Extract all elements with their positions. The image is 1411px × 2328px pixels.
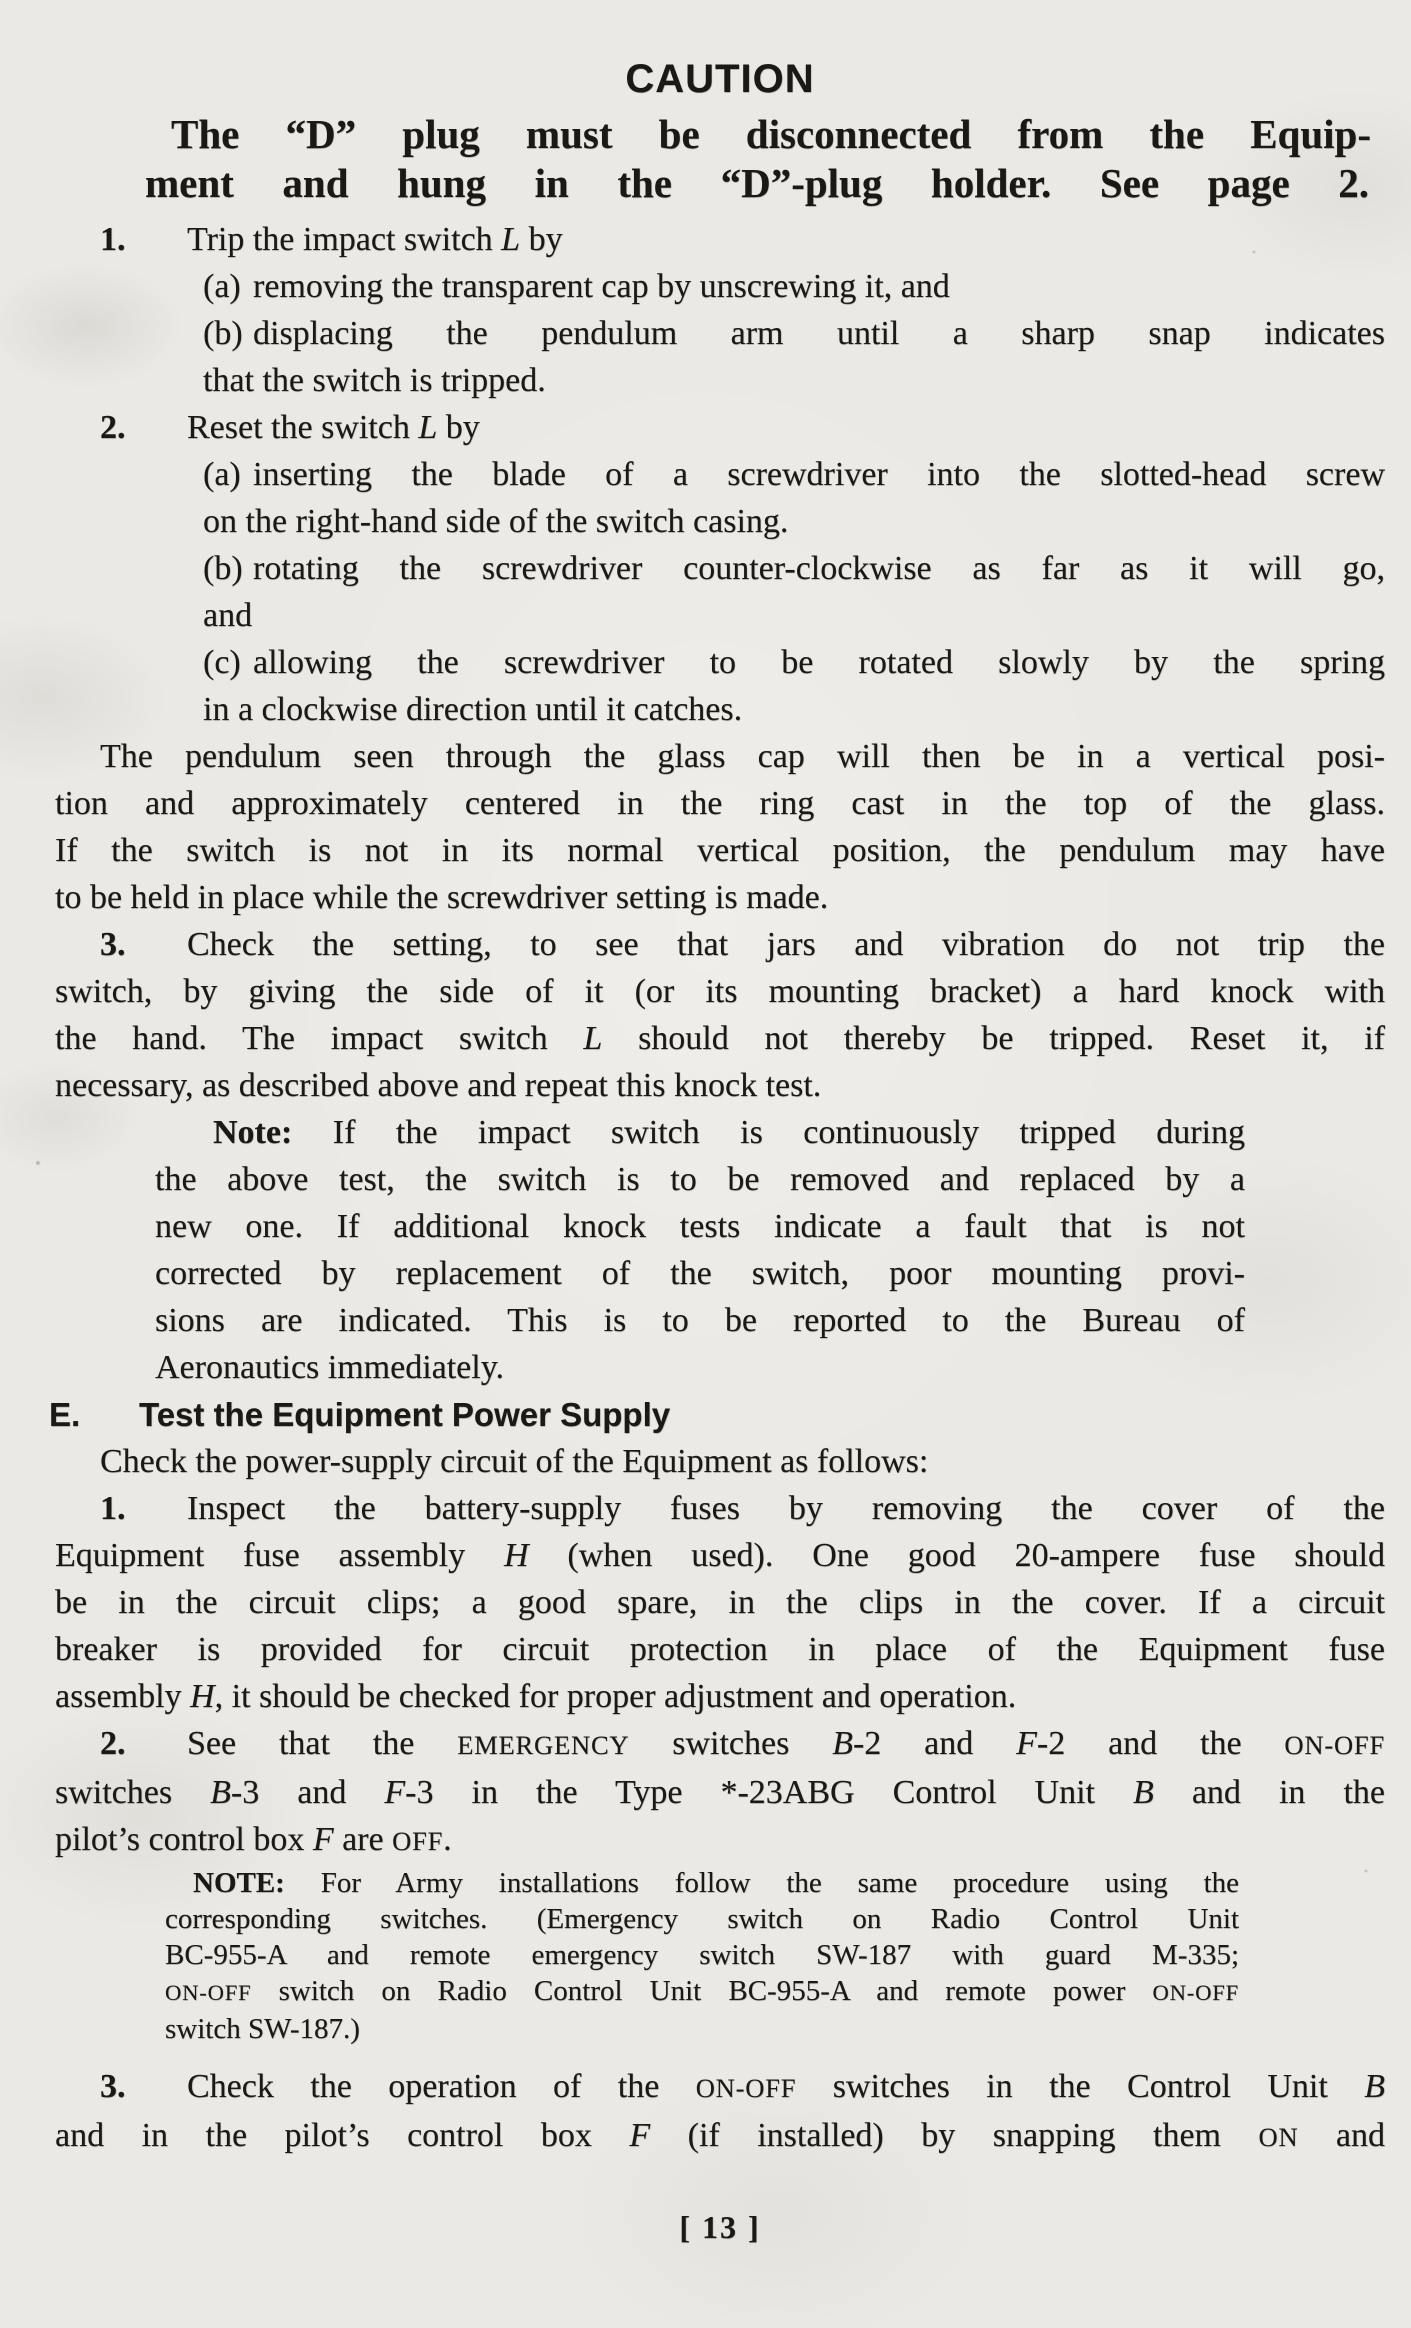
text-line-26: sions are indicated. This is to be reported to the Bureau of (155, 1302, 1245, 1339)
text-line-7: 2. Reset the switch L by (100, 409, 480, 446)
text-line-29: Check the power-supply circuit of the Equipment as follows: (100, 1443, 929, 1480)
text-line-43: 3. Check the operation of the ON-OFF switches in the Control Unit B (100, 2068, 1385, 2105)
text-line-11: and (203, 597, 253, 634)
text-line-32: be in the circuit clips; a good spare, in the clips in the cover. If a circuit (55, 1584, 1385, 1621)
text-line-23: the above test, the switch is to be removed and replaced by a (155, 1161, 1245, 1198)
text-line-14: The pendulum seen through the glass cap will then be in a vertical posi- (100, 738, 1385, 775)
page-number: [ 13 ] (679, 2209, 761, 2245)
text-line-37: pilot’s control box F are OFF. (55, 1821, 452, 1858)
text-line-16: If the switch is not in its normal vertical position, the pendulum may have (55, 832, 1385, 869)
text-line-25: corrected by replacement of the switch, poor mounting provi- (155, 1255, 1245, 1292)
text-line-40: BC-955-A and remote emergency switch SW-187 with guard M-335; (165, 1939, 1239, 1971)
text-line-36: switches B-3 and F-3 in the Type *-23ABG Control Unit B and in the (55, 1774, 1385, 1811)
text-line-3: 1. Trip the impact switch L by (100, 221, 563, 258)
text-line-41: ON-OFF switch on Radio Control Unit BC-955-A and remote power ON-OFF (165, 1975, 1239, 2007)
text-line-33: breaker is provided for circuit protection in place of the Equipment fuse (55, 1631, 1385, 1668)
text-line-15: tion and approximately centered in the ring cast in the top of the glass. (55, 785, 1385, 822)
text-line-28: E. Test the Equipment Power Supply (49, 1396, 671, 1433)
text-line-39: corresponding switches. (Emergency switch on Radio Control Unit (165, 1903, 1239, 1935)
text-line-38: NOTE: For Army installations follow the same procedure using the (193, 1867, 1239, 1899)
text-line-20: the hand. The impact switch L should not thereby be tripped. Reset it, if (55, 1020, 1385, 1057)
text-line-13: in a clockwise direction until it catches. (203, 691, 743, 728)
text-line-19: switch, by giving the side of it (or its mounting bracket) a hard knock with (55, 973, 1385, 1010)
text-line-27: Aeronautics immediately. (155, 1349, 505, 1386)
text-line-22: Note: If the impact switch is continuously tripped during (213, 1114, 1245, 1151)
text-line-6: that the switch is tripped. (203, 362, 546, 399)
document-text (49, 110, 1385, 2161)
text-line-24: new one. If additional knock tests indicate a fault that is not (155, 1208, 1245, 1245)
caution-heading: CAUTION (625, 57, 815, 101)
text-line-17: to be held in place while the screwdriver setting is made. (55, 879, 829, 916)
text-line-44: and in the pilot’s control box F (if installed) by snapping them ON and (55, 2117, 1385, 2154)
text-line-31: Equipment fuse assembly H (when used). One good 20-ampere fuse should (55, 1537, 1385, 1574)
text-line-34: assembly H, it should be checked for proper adjustment and operation. (55, 1678, 1017, 1715)
text-line-42: switch SW-187.) (165, 2013, 360, 2045)
text-line-1: The “D” plug must be disconnected from the Equip- (171, 111, 1371, 157)
text-line-2: ment and hung in the “D”-plug holder. See page 2. (145, 160, 1369, 206)
text-line-10: (b) rotating the screwdriver counter-clockwise as far as it will go, (203, 550, 1385, 587)
text-line-30: 1. Inspect the battery-supply fuses by removing the cover of the (100, 1490, 1385, 1527)
text-line-35: 2. See that the EMERGENCY switches B-2 and F-2 and the ON-OFF (100, 1725, 1385, 1762)
text-line-21: necessary, as described above and repeat this knock test. (55, 1067, 822, 1104)
text-line-9: on the right-hand side of the switch casing. (203, 503, 789, 540)
text-line-5: (b) displacing the pendulum arm until a sharp snap indicates (203, 315, 1385, 352)
text-line-18: 3. Check the setting, to see that jars and vibration do not trip the (100, 926, 1385, 963)
text-line-4: (a) removing the transparent cap by unscrewing it, and (203, 268, 950, 305)
text-line-8: (a) inserting the blade of a screwdriver into the slotted-head screw (203, 456, 1385, 493)
text-line-12: (c) allowing the screwdriver to be rotated slowly by the spring (203, 644, 1385, 681)
